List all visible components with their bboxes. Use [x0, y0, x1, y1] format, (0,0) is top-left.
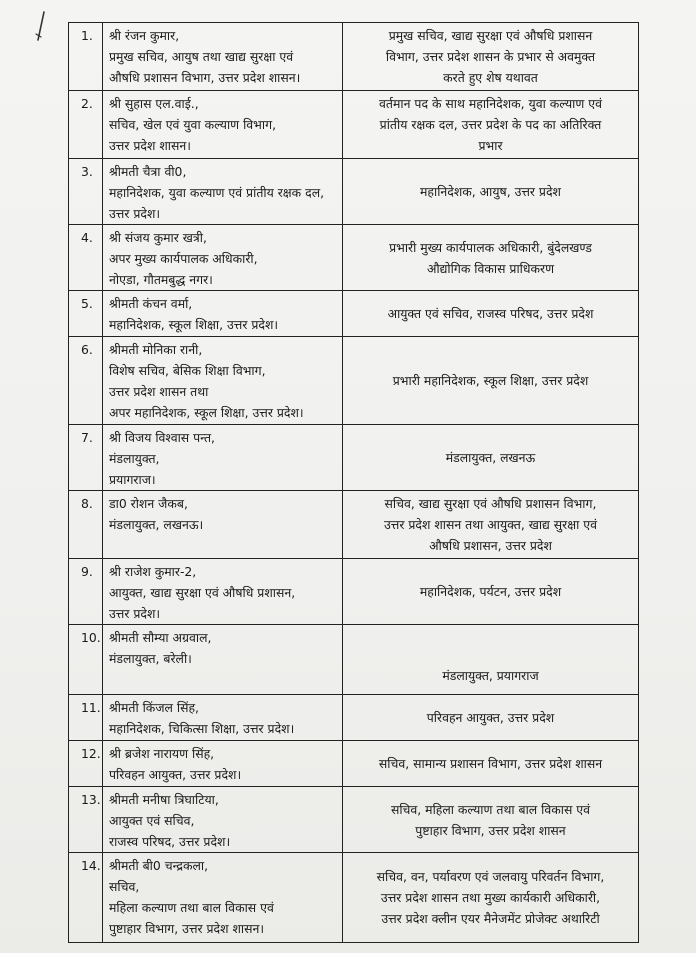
table-row	[69, 291, 639, 337]
table-row	[69, 91, 639, 159]
table-row	[69, 337, 639, 425]
serial-number: 2.	[69, 91, 103, 159]
serial-number: 12.	[69, 741, 103, 787]
officer-name-and-current-post: श्रीमती चैत्रा वी0, महानिदेशक, युवा कल्याण एवं प्रांतीय रक्षक दल, उत्तर प्रदेश।	[103, 159, 343, 225]
officer-name-and-current-post: श्रीमती बी0 चन्द्रकला, सचिव, महिला कल्याण तथा बाल विकास एवं पुष्टाहार विभाग, उत्तर प्रदेश शासन।	[103, 853, 343, 943]
officer-name-and-current-post: श्रीमती कंचन वर्मा, महानिदेशक, स्कूल शिक्षा, उत्तर प्रदेश।	[103, 291, 343, 337]
new-posting: आयुक्त एवं सचिव, राजस्व परिषद, उत्तर प्रदेश	[343, 291, 639, 337]
serial-number: 8.	[69, 491, 103, 559]
table-row	[69, 853, 639, 943]
officer-name-and-current-post: श्री ब्रजेश नारायण सिंह, परिवहन आयुक्त, उत्तर प्रदेश।	[103, 741, 343, 787]
officer-name-and-current-post: श्रीमती सौम्या अग्रवाल, मंडलायुक्त, बरेली।	[103, 625, 343, 695]
serial-number: 1.	[69, 23, 103, 91]
officer-name-and-current-post: श्रीमती मनीषा त्रिघाटिया, आयुक्त एवं सचिव, राजस्व परिषद, उत्तर प्रदेश।	[103, 787, 343, 853]
table-row	[69, 741, 639, 787]
officer-name-and-current-post: डा0 रोशन जैकब, मंडलायुक्त, लखनऊ।	[103, 491, 343, 559]
table-row	[69, 23, 639, 91]
serial-number: 3.	[69, 159, 103, 225]
new-posting: महानिदेशक, पर्यटन, उत्तर प्रदेश	[343, 559, 639, 625]
officer-name-and-current-post: श्रीमती किंजल सिंह, महानिदेशक, चिकित्सा शिक्षा, उत्तर प्रदेश।	[103, 695, 343, 741]
table-row	[69, 625, 639, 695]
new-posting: सचिव, महिला कल्याण तथा बाल विकास एवं पुष्टाहार विभाग, उत्तर प्रदेश शासन	[343, 787, 639, 853]
new-posting: सचिव, खाद्य सुरक्षा एवं औषधि प्रशासन विभाग, उत्तर प्रदेश शासन तथा आयुक्त, खाद्य सुरक्षा एवं औषधि प्रशासन, उत्तर प्रदेश	[343, 491, 639, 559]
new-posting: मंडलायुक्त, प्रयागराज	[343, 625, 639, 695]
officer-name-and-current-post: श्री रंजन कुमार, प्रमुख सचिव, आयुष तथा खाद्य सुरक्षा एवं औषधि प्रशासन विभाग, उत्तर प्रदेश शासन।	[103, 23, 343, 91]
new-posting: सचिव, वन, पर्यावरण एवं जलवायु परिवर्तन विभाग, उत्तर प्रदेश शासन तथा मुख्य कार्यकारी अधिकारी, उत्तर प्रदेश क्लीन एयर मैनेजमेंट प्रोजेक्ट अथारिटी	[343, 853, 639, 943]
new-posting: मंडलायुक्त, लखनऊ	[343, 425, 639, 491]
new-posting: प्रभारी महानिदेशक, स्कूल शिक्षा, उत्तर प्रदेश	[343, 337, 639, 425]
table-row	[69, 559, 639, 625]
serial-number: 7.	[69, 425, 103, 491]
serial-number: 10.	[69, 625, 103, 695]
officer-name-and-current-post: श्रीमती मोनिका रानी, विशेष सचिव, बेसिक शिक्षा विभाग, उत्तर प्रदेश शासन तथा अपर महानिदेशक, स्कूल शिक्षा, उत्तर प्रदेश।	[103, 337, 343, 425]
officer-name-and-current-post: श्री संजय कुमार खत्री, अपर मुख्य कार्यपालक अधिकारी, नोएडा, गौतमबुद्ध नगर।	[103, 225, 343, 291]
new-posting: प्रभारी मुख्य कार्यपालक अधिकारी, बुंदेलखण्ड औद्योगिक विकास प्राधिकरण	[343, 225, 639, 291]
table-row	[69, 159, 639, 225]
serial-number: 13.	[69, 787, 103, 853]
new-posting: सचिव, सामान्य प्रशासन विभाग, उत्तर प्रदेश शासन	[343, 741, 639, 787]
serial-number: 6.	[69, 337, 103, 425]
serial-number: 9.	[69, 559, 103, 625]
table-row	[69, 787, 639, 853]
serial-number: 5.	[69, 291, 103, 337]
officer-name-and-current-post: श्री विजय विश्वास पन्त, मंडलायुक्त, प्रयागराज।	[103, 425, 343, 491]
table-row	[69, 695, 639, 741]
serial-number: 4.	[69, 225, 103, 291]
table-row	[69, 425, 639, 491]
serial-number: 14.	[69, 853, 103, 943]
transfer-order-table	[68, 22, 639, 943]
new-posting: प्रमुख सचिव, खाद्य सुरक्षा एवं औषधि प्रशासन विभाग, उत्तर प्रदेश शासन के प्रभार से अवमुक्त करते हुए शेष यथावत	[343, 23, 639, 91]
new-posting: वर्तमान पद के साथ महानिदेशक, युवा कल्याण एवं प्रांतीय रक्षक दल, उत्तर प्रदेश के पद का अतिरिक्त प्रभार	[343, 91, 639, 159]
handwritten-tick-mark	[34, 10, 54, 44]
officer-name-and-current-post: श्री राजेश कुमार-2, आयुक्त, खाद्य सुरक्षा एवं औषधि प्रशासन, उत्तर प्रदेश।	[103, 559, 343, 625]
officer-name-and-current-post: श्री सुहास एल.वाई., सचिव, खेल एवं युवा कल्याण विभाग, उत्तर प्रदेश शासन।	[103, 91, 343, 159]
new-posting: परिवहन आयुक्त, उत्तर प्रदेश	[343, 695, 639, 741]
new-posting: महानिदेशक, आयुष, उत्तर प्रदेश	[343, 159, 639, 225]
table-row	[69, 225, 639, 291]
serial-number: 11.	[69, 695, 103, 741]
table-row	[69, 491, 639, 559]
